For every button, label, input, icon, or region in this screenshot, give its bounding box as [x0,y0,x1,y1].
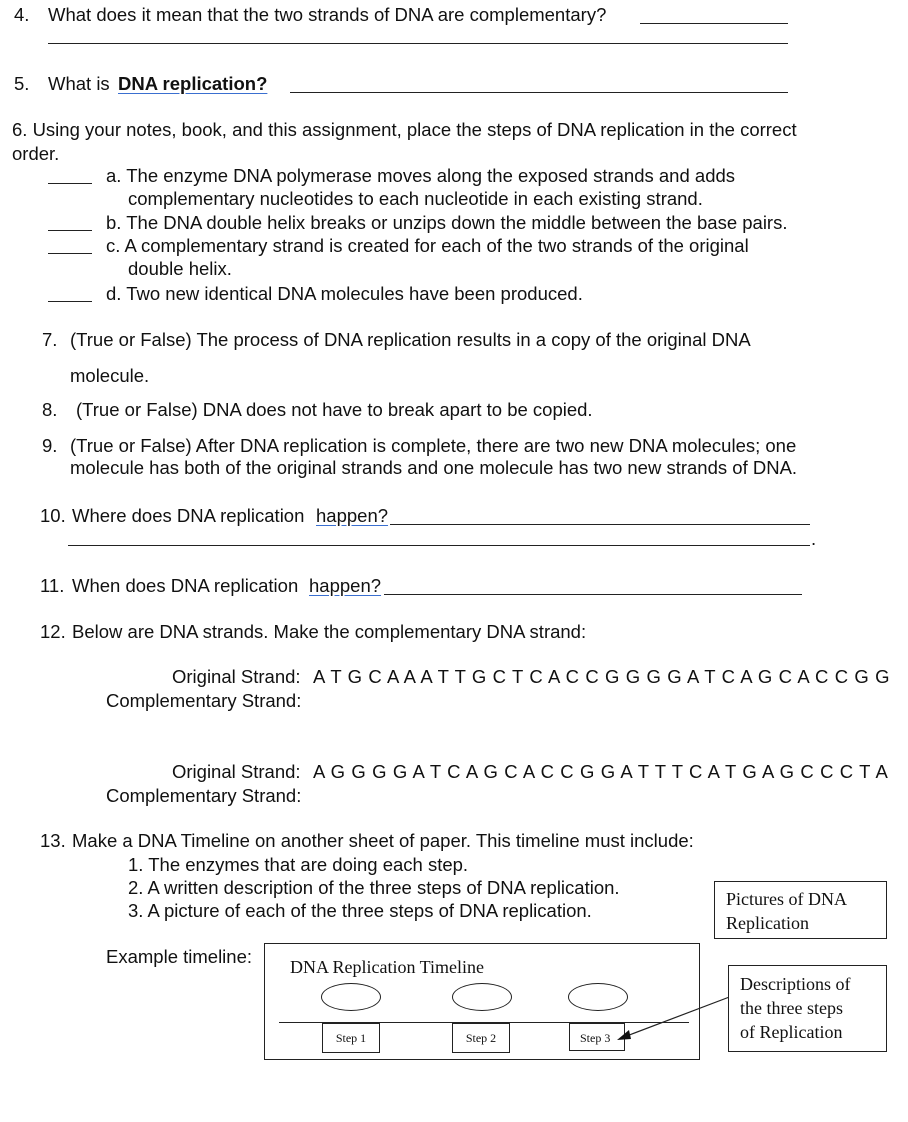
step-a-line-1: a. The enzyme DNA polymerase moves along the exposed strands and adds [106,165,736,186]
q5-prefix: What is [48,73,110,94]
q11-answer-line[interactable] [384,594,802,595]
q9-number: 9. [42,435,58,456]
q9-line-2: molecule has both of the original strands and one molecule has two new strands of DNA. [70,457,798,478]
timeline-picture-oval-2 [452,983,512,1011]
q4-answer-line-1[interactable] [640,23,788,24]
timeline-step-2: Step 2 [452,1023,510,1053]
step-c-line-2: double helix. [128,258,232,279]
q5-term: DNA replication? [118,73,268,94]
timeline-title: DNA Replication Timeline [290,957,485,977]
q13-item-3: 3. A picture of each of the three steps of DNA replication. [128,900,592,921]
original-strand-1-sequence: A T G C A A A T T G C T C A C C G G G G A T C A G C A C C G G [313,666,891,687]
complementary-strand-2-label: Complementary Strand: [106,785,302,806]
q12-number: 12. [40,621,66,642]
step-d-blank[interactable] [48,301,92,302]
pictures-callout-line-1: Pictures of DNA [726,889,847,909]
q11-number: 11. [40,575,65,596]
descriptions-callout-line-2: the three steps [740,998,843,1018]
callout-arrow-icon [600,990,740,1050]
q4-answer-line-2[interactable] [48,43,788,44]
q7-line-1: (True or False) The process of DNA replication results in a copy of the original DNA [70,329,751,350]
step-b-line-1: b. The DNA double helix breaks or unzips down the middle between the base pairs. [106,212,788,233]
q10-period: . [811,528,817,549]
q10-number: 10. [40,505,66,526]
q13-number: 13. [40,830,66,851]
descriptions-callout-line-1: Descriptions of [740,974,851,994]
timeline-step-1: Step 1 [322,1023,380,1053]
q7-line-2: molecule. [70,365,150,386]
q4-text: What does it mean that the two strands of DNA are complementary? [48,4,607,25]
step-a-line-2: complementary nucleotides to each nucleotide in each existing strand. [128,188,703,209]
original-strand-2-sequence: A G G G G A T C A G C A C C G G A T T T C A T G A G C C C T A [313,761,889,782]
q10-text: Where does DNA replication [72,505,305,526]
q13-text: Make a DNA Timeline on another sheet of paper. This timeline must include: [72,830,694,851]
step-c-line-1: c. A complementary strand is created for each of the two strands of the original [106,235,749,256]
q13-item-1: 1. The enzymes that are doing each step. [128,854,469,875]
original-strand-1-label: Original Strand: [172,666,301,687]
q11-term: happen? [309,575,382,596]
step-b-blank[interactable] [48,230,92,231]
q5-number: 5. [14,73,30,94]
pictures-callout-box [714,881,887,939]
q13-item-2: 2. A written description of the three steps of DNA replication. [128,877,620,898]
q5-answer-line[interactable] [290,92,788,93]
q4-number: 4. [14,4,30,25]
complementary-strand-1-label: Complementary Strand: [106,690,302,711]
step-d-line-1: d. Two new identical DNA molecules have been produced. [106,283,583,304]
pictures-callout-line-2: Replication [726,913,809,933]
q8-text: (True or False) DNA does not have to break apart to be copied. [76,399,593,420]
q6-line-2: order. [12,143,60,164]
timeline-step-3: Step 3 [569,1023,625,1051]
q10-term: happen? [316,505,389,526]
descriptions-callout-line-3: of Replication [740,1022,843,1042]
q8-number: 8. [42,399,58,420]
q6-line-1: 6. Using your notes, book, and this assignment, place the steps of DNA replication in the correct [12,119,797,140]
q7-number: 7. [42,329,58,350]
q11-text: When does DNA replication [72,575,299,596]
q9-line-1: (True or False) After DNA replication is complete, there are two new DNA molecules; one [70,435,797,456]
step-c-blank[interactable] [48,253,92,254]
q12-text: Below are DNA strands. Make the complementary DNA strand: [72,621,587,642]
original-strand-2-label: Original Strand: [172,761,301,782]
descriptions-callout-box [728,965,887,1052]
timeline-picture-oval-1 [321,983,381,1011]
q10-answer-line-1[interactable] [390,524,810,525]
example-timeline-label: Example timeline: [106,946,253,967]
step-a-blank[interactable] [48,183,92,184]
q10-answer-line-2[interactable] [68,545,810,546]
